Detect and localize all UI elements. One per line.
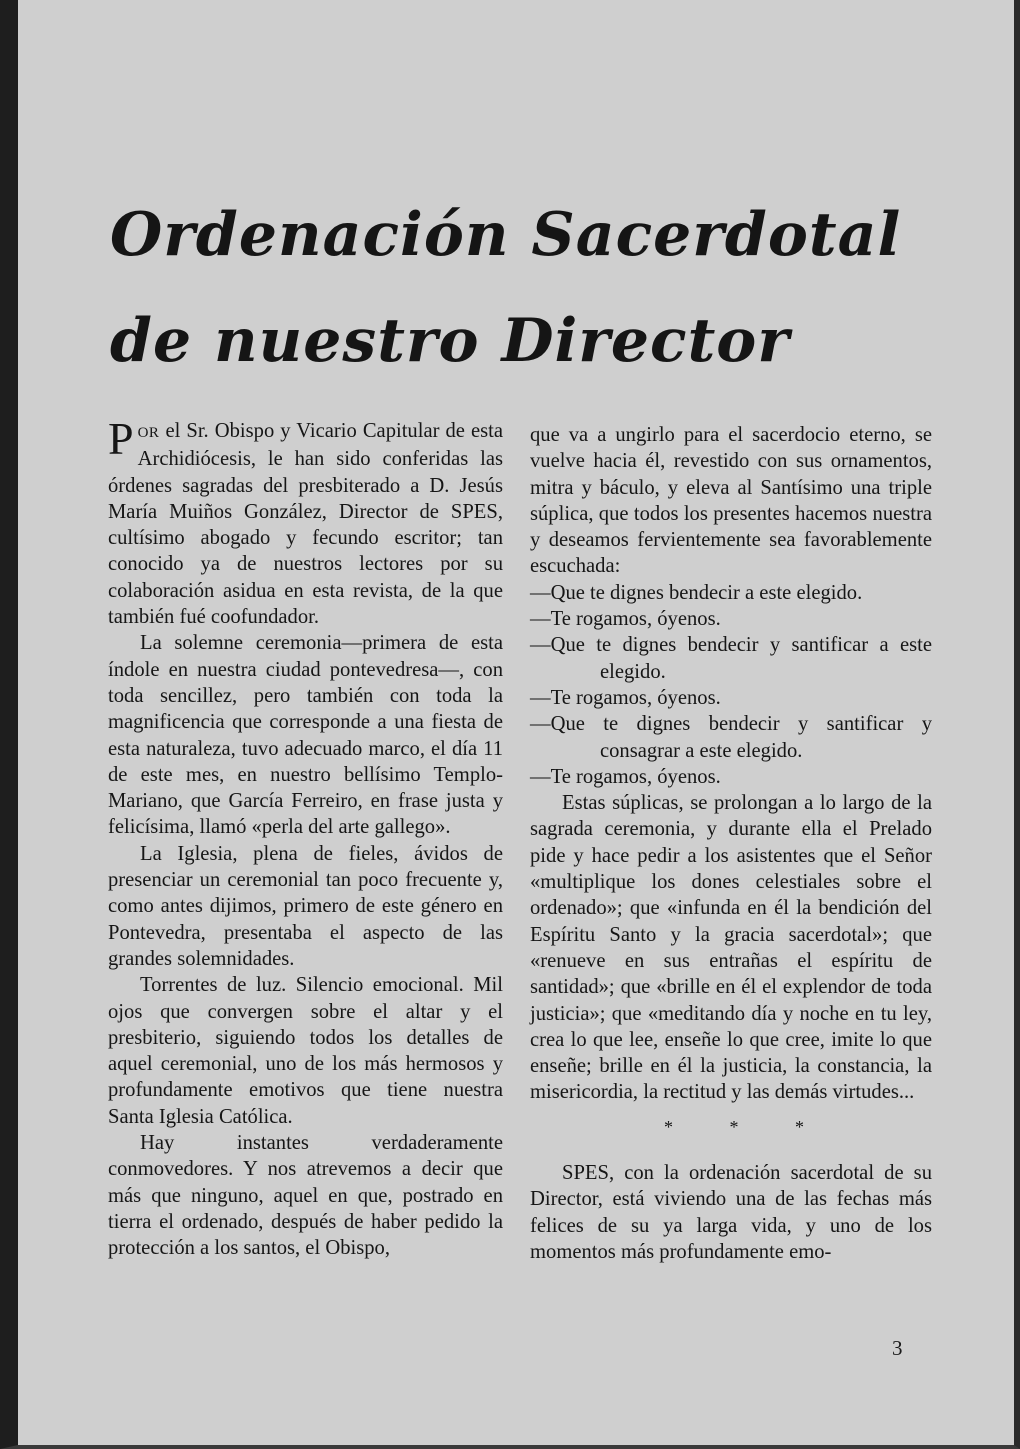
opening-text: el Sr. Obispo y Vicario Capitular de esta Archidiócesis, le han sido conferidas las órdenes sagradas del presbiterado a D. Jesús María Muiños González, Director de SPES, cultísimo abogado y fecundo escritor; tan conocido ya de nuestros lectores por su colaboración asidua en esta revista, de la que también fué coofundador. bbox=[108, 420, 503, 629]
drop-cap: P bbox=[108, 413, 134, 464]
paragraph-moments: Hay instantes verdaderamente conmovedores. Y nos atrevemos a decir que más que ninguno, aquel en que, postrado en tierra el ordenado, después de haber pedido la protección a los santos, el Obispo, bbox=[108, 1132, 503, 1260]
opening-small-caps: OR bbox=[137, 425, 160, 441]
paragraph-supplication: que va a ungirlo para el sacerdocio eterno, se vuelve hacia él, revestido con sus ornamentos, mitra y báculo, y eleva al Santísimo una triple súplica, que todos los presentes hacemos nuestra y deseamos fervientemente sea favorablemente escuchada: bbox=[530, 424, 932, 578]
page-number: 3 bbox=[892, 1336, 903, 1360]
litany-line-6: —Te rogamos, óyenos. bbox=[530, 765, 721, 788]
paragraph-spes: SPES, con la ordenación sacerdotal de su Director, está viviendo una de las fechas más felices de su ya larga vida, y uno de los momentos más profundamente emo- bbox=[530, 1162, 932, 1263]
paragraph-light: Torrentes de luz. Silencio emocional. Mil ojos que convergen sobre el altar y el presbiterio, siguiendo todos los detalles de aquel ceremonial, uno de los más hermosos y profundamente emotivos que tiene nuestra Santa Iglesia Católica. bbox=[108, 974, 503, 1128]
paragraph-church: La Iglesia, plena de fieles, ávidos de presenciar un ceremonial tan poco frecuente y, como antes dijimos, primero de este género en Pontevedra, presentaba el aspecto de las grandes solemnidades. bbox=[108, 842, 503, 970]
litany-line-3: —Que te dignes bendecir y santificar a este elegido. bbox=[530, 634, 932, 683]
litany-line-4: —Te rogamos, óyenos. bbox=[530, 686, 721, 709]
article-title-line-1: Ordenación Sacerdotal bbox=[110, 200, 902, 270]
paragraph-ceremony: La solemne ceremonia—primera de esta índole en nuestra ciudad pontevedresa—, con toda sencillez, pero también con toda la magnificencia que corresponde a una fiesta de esta naturaleza, tuvo adecuado marco, el día 11 de este mes, en nuestro bellísimo Templo-Mariano, que García Ferreiro, en frase justa y felicísima, llamó «perla del arte gallego». bbox=[108, 632, 503, 839]
left-column bbox=[108, 413, 503, 1262]
litany-line-2: —Te rogamos, óyenos. bbox=[530, 608, 721, 631]
litany-line-1: —Que te dignes bendecir a este elegido. bbox=[530, 581, 863, 604]
paragraph-opening bbox=[108, 413, 503, 630]
article-title bbox=[110, 182, 901, 394]
litany-line-5: —Que te dignes bendecir y santificar y consagrar a este elegido. bbox=[530, 713, 932, 762]
paragraph-prayers: Estas súplicas, se prolongan a lo largo de la sagrada ceremonia, y durante ella el Prelado pide y hace pedir a los asistentes que el Señor «multiplique los dones celestiales sobre el ordenado»; que «infunda en él la bendición del Espíritu Santo y la gracia sacerdotal»; que «renueve en sus entrañas el espíritu de santidad»; que «brille en él el explendor de toda justicia»; que «meditando día y noche en tu ley, crea lo que lee, enseñe lo que cree, imite lo que enseñe; brille en él la justicia, la constancia, la misericordia, la rectitud y las demás virtudes... bbox=[530, 792, 932, 1104]
section-separator: * * * bbox=[664, 1116, 830, 1137]
right-column bbox=[530, 422, 932, 1265]
article-title-line-2: de nuestro Director bbox=[110, 306, 790, 376]
